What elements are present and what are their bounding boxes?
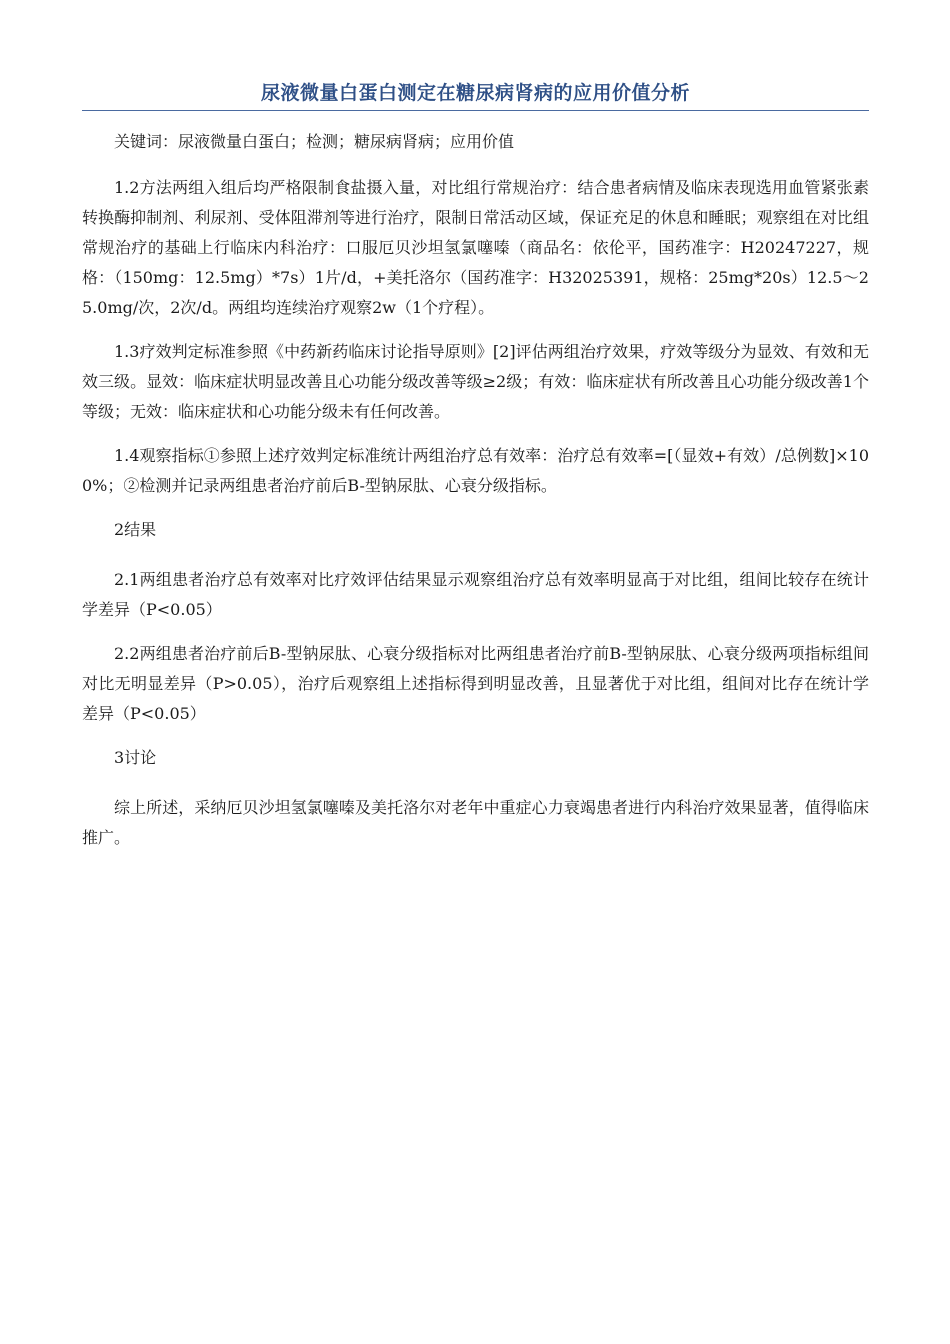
- discussion-heading: 3讨论: [114, 748, 157, 767]
- indicators-paragraph: 1.4观察指标①参照上述疗效判定标准统计两组治疗总有效率：治疗总有效率=[（显效+有效）/总例数]×100%；②检测并记录两组患者治疗前后B-型钠尿肽、心衰分级指标。: [82, 446, 869, 495]
- discussion-paragraph: 综上所述，采纳厄贝沙坦氢氯噻嗪及美托洛尔对老年中重症心力衰竭患者进行内科治疗效果显著，值得临床推广。: [82, 798, 869, 847]
- results-indicators-paragraph: 2.2两组患者治疗前后B-型钠尿肽、心衰分级指标对比两组患者治疗前B-型钠尿肽、心衰分级两项指标组间对比无明显差异（P>0.05），治疗后观察组上述指标得到明显改善，且显著优于对比组，组间对比存在统计学差异（P<0.05）: [82, 644, 869, 723]
- results-heading: 2结果: [114, 520, 157, 539]
- title-divider: [82, 110, 869, 111]
- keywords-line: 关键词：尿液微量白蛋白；检测；糖尿病肾病；应用价值: [114, 132, 515, 151]
- results-efficacy-paragraph: 2.1两组患者治疗总有效率对比疗效评估结果显示观察组治疗总有效率明显高于对比组，组间比较存在统计学差异（P<0.05）: [82, 570, 869, 619]
- methods-paragraph: 1.2方法两组入组后均严格限制食盐摄入量，对比组行常规治疗：结合患者病情及临床表现选用血管紧张素转换酶抑制剂、利尿剂、受体阻滞剂等进行治疗，限制日常活动区域，保证充足的休息和睡眠；观察组在对比组常规治疗的基础上行临床内科治疗：口服厄贝沙坦氢氯噻嗪（商品名：依伦平，国药准字：H20247227，规格：（150mg：12.5mg）*7s）1片/d，+美托洛尔（国药准字：H32025391，规格：25mg*20s）12.5～25.0mg/次，2次/d。两组均连续治疗观察2w（1个疗程）。: [82, 178, 869, 317]
- document-page: [82, 78, 869, 867]
- criteria-paragraph: 1.3疗效判定标准参照《中药新药临床讨论指导原则》[2]评估两组治疗效果，疗效等级分为显效、有效和无效三级。显效：临床症状明显改善且心功能分级改善等级≥2级；有效：临床症状有所改善且心功能分级改善1个等级；无效：临床症状和心功能分级未有任何改善。: [82, 342, 869, 421]
- document-title: 尿液微量白蛋白测定在糖尿病肾病的应用价值分析: [260, 82, 690, 104]
